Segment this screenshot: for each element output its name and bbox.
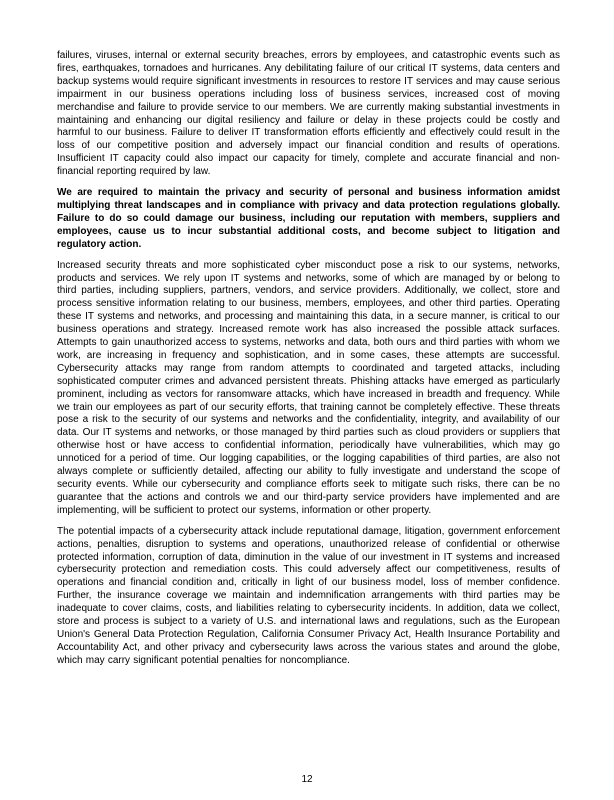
risk-factor-heading-paragraph: We are required to maintain the privacy and security of personal and business information amidst multiplying threat landscapes and in compliance with privacy and data protection regulations globally. Failure to do so could damage our business, including our reputation with members, suppliers and employees, cause us to incur substantial additional costs, and become subject to litigation and regulatory action. [57,187,560,250]
paragraph-cybersecurity-threats: Increased security threats and more sophisticated cyber misconduct pose a risk to our systems, networks, products and services. We rely upon IT systems and networks, some of which are managed by or belong to third parties, including suppliers, partners, vendors, and service providers. Additionally, we collect, store and process sensitive information relating to our business, members, employees, and other third parties. Operating these IT systems and networks, and processing and maintaining this data, in a secure manner, is critical to our business operations and strategy. Increased remote work has also increased the possible attack surfaces. Attempts to gain unauthorized access to systems, networks and data, both ours and third parties with whom we work, are increasing in frequency and sophistication, and in some cases, these attempts are successful. Cybersecurity attacks may range from random attempts to coordinated and targeted attacks, including sophisticated computer crimes and advanced persistent threats. Phishing attacks have emerged as particularly prominent, including as vectors for ransomware attacks, which have increased in breadth and frequency. While we train our employees as part of our security efforts, that training cannot be completely effective. These threats pose a risk to the security of our systems and networks and the confidentiality, integrity, and availability of our data. Our IT systems and networks, or those managed by third parties such as cloud providers or suppliers that otherwise host or have access to confidential information, periodically have vulnerabilities, which may go unnoticed for a period of time. Our logging capabilities, or the logging capabilities of third parties, are also not always complete or sufficiently detailed, affecting our ability to fully investigate and understand the scope of security events. While our cybersecurity and compliance efforts seek to mitigate such risks, there can be no guarantee that the actions and controls we and our third-party service providers have implemented and are implementing, will be sufficient to protect our systems, information or other property. [57,259,560,516]
paragraph-cybersecurity-impacts: The potential impacts of a cybersecurity attack include reputational damage, litigation, government enforcement actions, penalties, disruption to systems and operations, unauthorized release of confidential or otherwise protected information, corruption of data, diminution in the value of our investment in IT systems and increased cybersecurity protection and remediation costs. This could adversely affect our competitiveness, results of operations and financial condition and, critically in light of our business model, loss of member confidence. Further, the insurance coverage we maintain and indemnification arrangements with third parties may be inadequate to cover claims, costs, and liabilities relating to cybersecurity incidents. In addition, data we collect, store and process is subject to a variety of U.S. and international laws and regulations, such as the European Union's General Data Protection Regulation, California Consumer Privacy Act, Health Insurance Portability and Accountability Act, and other privacy and cybersecurity laws across the various states and around the globe, which may carry significant potential penalties for noncompliance. [57,525,560,666]
paragraph-it-system-failures: failures, viruses, internal or external security breaches, errors by employees, and catastrophic events such as fires, earthquakes, tornadoes and hurricanes. Any debilitating failure of our critical IT systems, data centers and backup systems would require significant investments in resources to restore IT services and may cause serious impairment in our business operations including loss of business services, increased cost of moving merchandise and failure to provide service to our members. We are currently making substantial investments in maintaining and enhancing our digital resiliency and failure or delay in these projects could be costly and harmful to our business. Failure to deliver IT transformation efforts efficiently and effectively could result in the loss of our competitive position and adversely impact our financial condition and results of operations. Insufficient IT capacity could also impact our capacity for timely, complete and accurate financial and non-financial reporting required by law. [57,50,560,178]
page-number: 12 [301,774,313,785]
page-content [57,50,560,676]
